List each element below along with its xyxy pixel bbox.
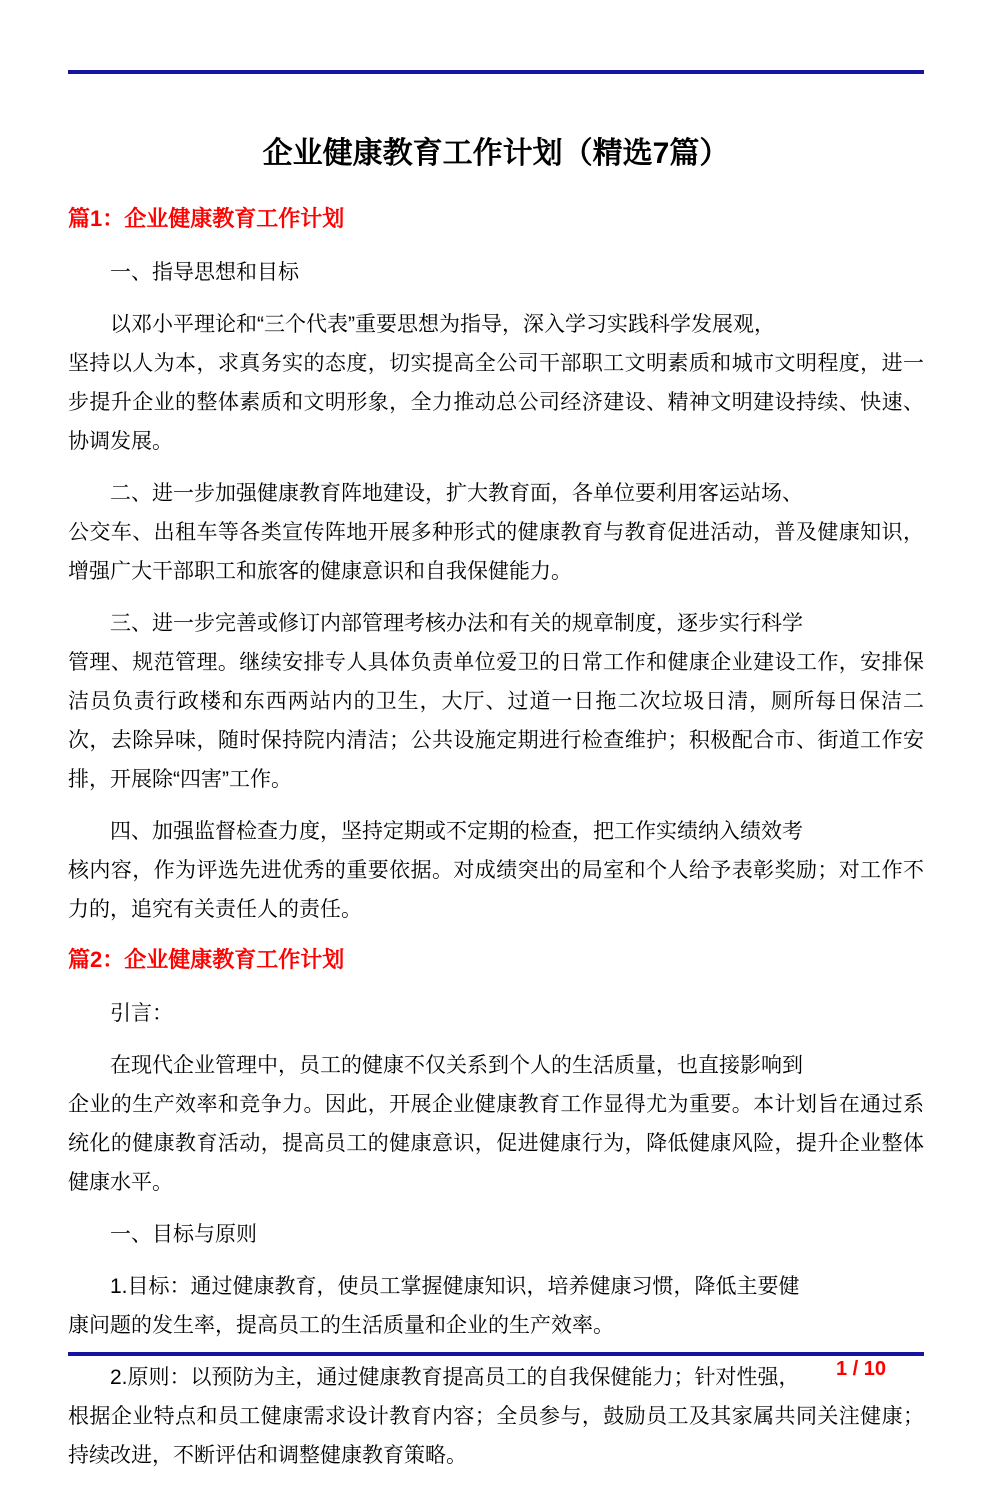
document-content [68, 128, 924, 1488]
paragraph-line: 管理、规范管理。继续安排专人具体负责单位爱卫的日常工作和健康企业建设工作，安排保洁员负责行政楼和东西两站内的卫生，大厅、过道一日拖二次垃圾日清，厕所每日保洁二次，去除异味，随时保持院内清洁；公共设施定期进行检查维护；积极配合市、街道工作安排，开展除“四害”工作。 [68, 651, 924, 791]
page-number: 1 / 10 [835, 1358, 886, 1380]
section-2-heading: 篇2：企业健康教育工作计划 [68, 947, 345, 972]
paragraph [68, 1358, 924, 1475]
paragraph-line: 康问题的发生率，提高员工的生活质量和企业的生产效率。 [68, 1314, 614, 1337]
paragraph-line: 公交车、出租车等各类宣传阵地开展多种形式的健康教育与教育促进活动，普及健康知识，增强广大干部职工和旅客的健康意识和自我保健能力。 [68, 521, 924, 583]
paragraph [68, 812, 924, 929]
paragraph-line: 1.目标：通过健康教育，使员工掌握健康知识，培养健康习惯，降低主要健 [110, 1275, 800, 1298]
section-2-subheading [68, 1215, 924, 1254]
section-1-heading: 篇1：企业健康教育工作计划 [68, 206, 345, 231]
paragraph-line: 二、进一步加强健康教育阵地建设，扩大教育面，各单位要利用客运站场、 [110, 482, 803, 505]
paragraph-line: 以邓小平理论和“三个代表”重要思想为指导，深入学习实践科学发展观， [110, 313, 775, 336]
paragraph-line: 企业的生产效率和竞争力。因此，开展企业健康教育工作显得尤为重要。本计划旨在通过系统化的健康教育活动，提高员工的健康意识，促进健康行为，降低健康风险，提升企业整体健康水平。 [68, 1093, 924, 1194]
paragraph-line: 根据企业特点和员工健康需求设计教育内容；全员参与，鼓励员工及其家属共同关注健康；持续改进，不断评估和调整健康教育策略。 [68, 1405, 924, 1467]
paragraph-line: 在现代企业管理中，员工的健康不仅关系到个人的生活质量，也直接影响到 [110, 1054, 803, 1077]
paragraph [68, 1046, 924, 1202]
paragraph [68, 474, 924, 591]
paragraph-line: 核内容，作为评选先进优秀的重要依据。对成绩突出的局室和个人给予表彰奖励；对工作不力的，追究有关责任人的责任。 [68, 859, 924, 921]
paragraph-line: 引言： [110, 1002, 173, 1025]
paragraph-line: 坚持以人为本，求真务实的态度，切实提高全公司干部职工文明素质和城市文明程度，进一步提升企业的整体素质和文明形象，全力推动总公司经济建设、精神文明建设持续、快速、协调发展。 [68, 352, 924, 453]
footer-rule [68, 1352, 924, 1356]
paragraph-line: 一、目标与原则 [110, 1223, 257, 1246]
paragraph [68, 305, 924, 461]
paragraph-line: 2.原则：以预防为主，通过健康教育提高员工的自我保健能力；针对性强， [110, 1366, 800, 1389]
paragraph [68, 1267, 924, 1345]
paragraph-line: 三、进一步完善或修订内部管理考核办法和有关的规章制度，逐步实行科学 [110, 612, 803, 635]
section-1-subheading [68, 253, 924, 292]
paragraph-line: 一、指导思想和目标 [110, 261, 299, 284]
section-2-subheading [68, 994, 924, 1033]
paragraph-line: 四、加强监督检查力度，坚持定期或不定期的检查，把工作实绩纳入绩效考 [110, 820, 803, 843]
header-rule [68, 70, 924, 74]
paragraph [68, 604, 924, 799]
document-title: 企业健康教育工作计划（精选7篇） [262, 137, 730, 170]
